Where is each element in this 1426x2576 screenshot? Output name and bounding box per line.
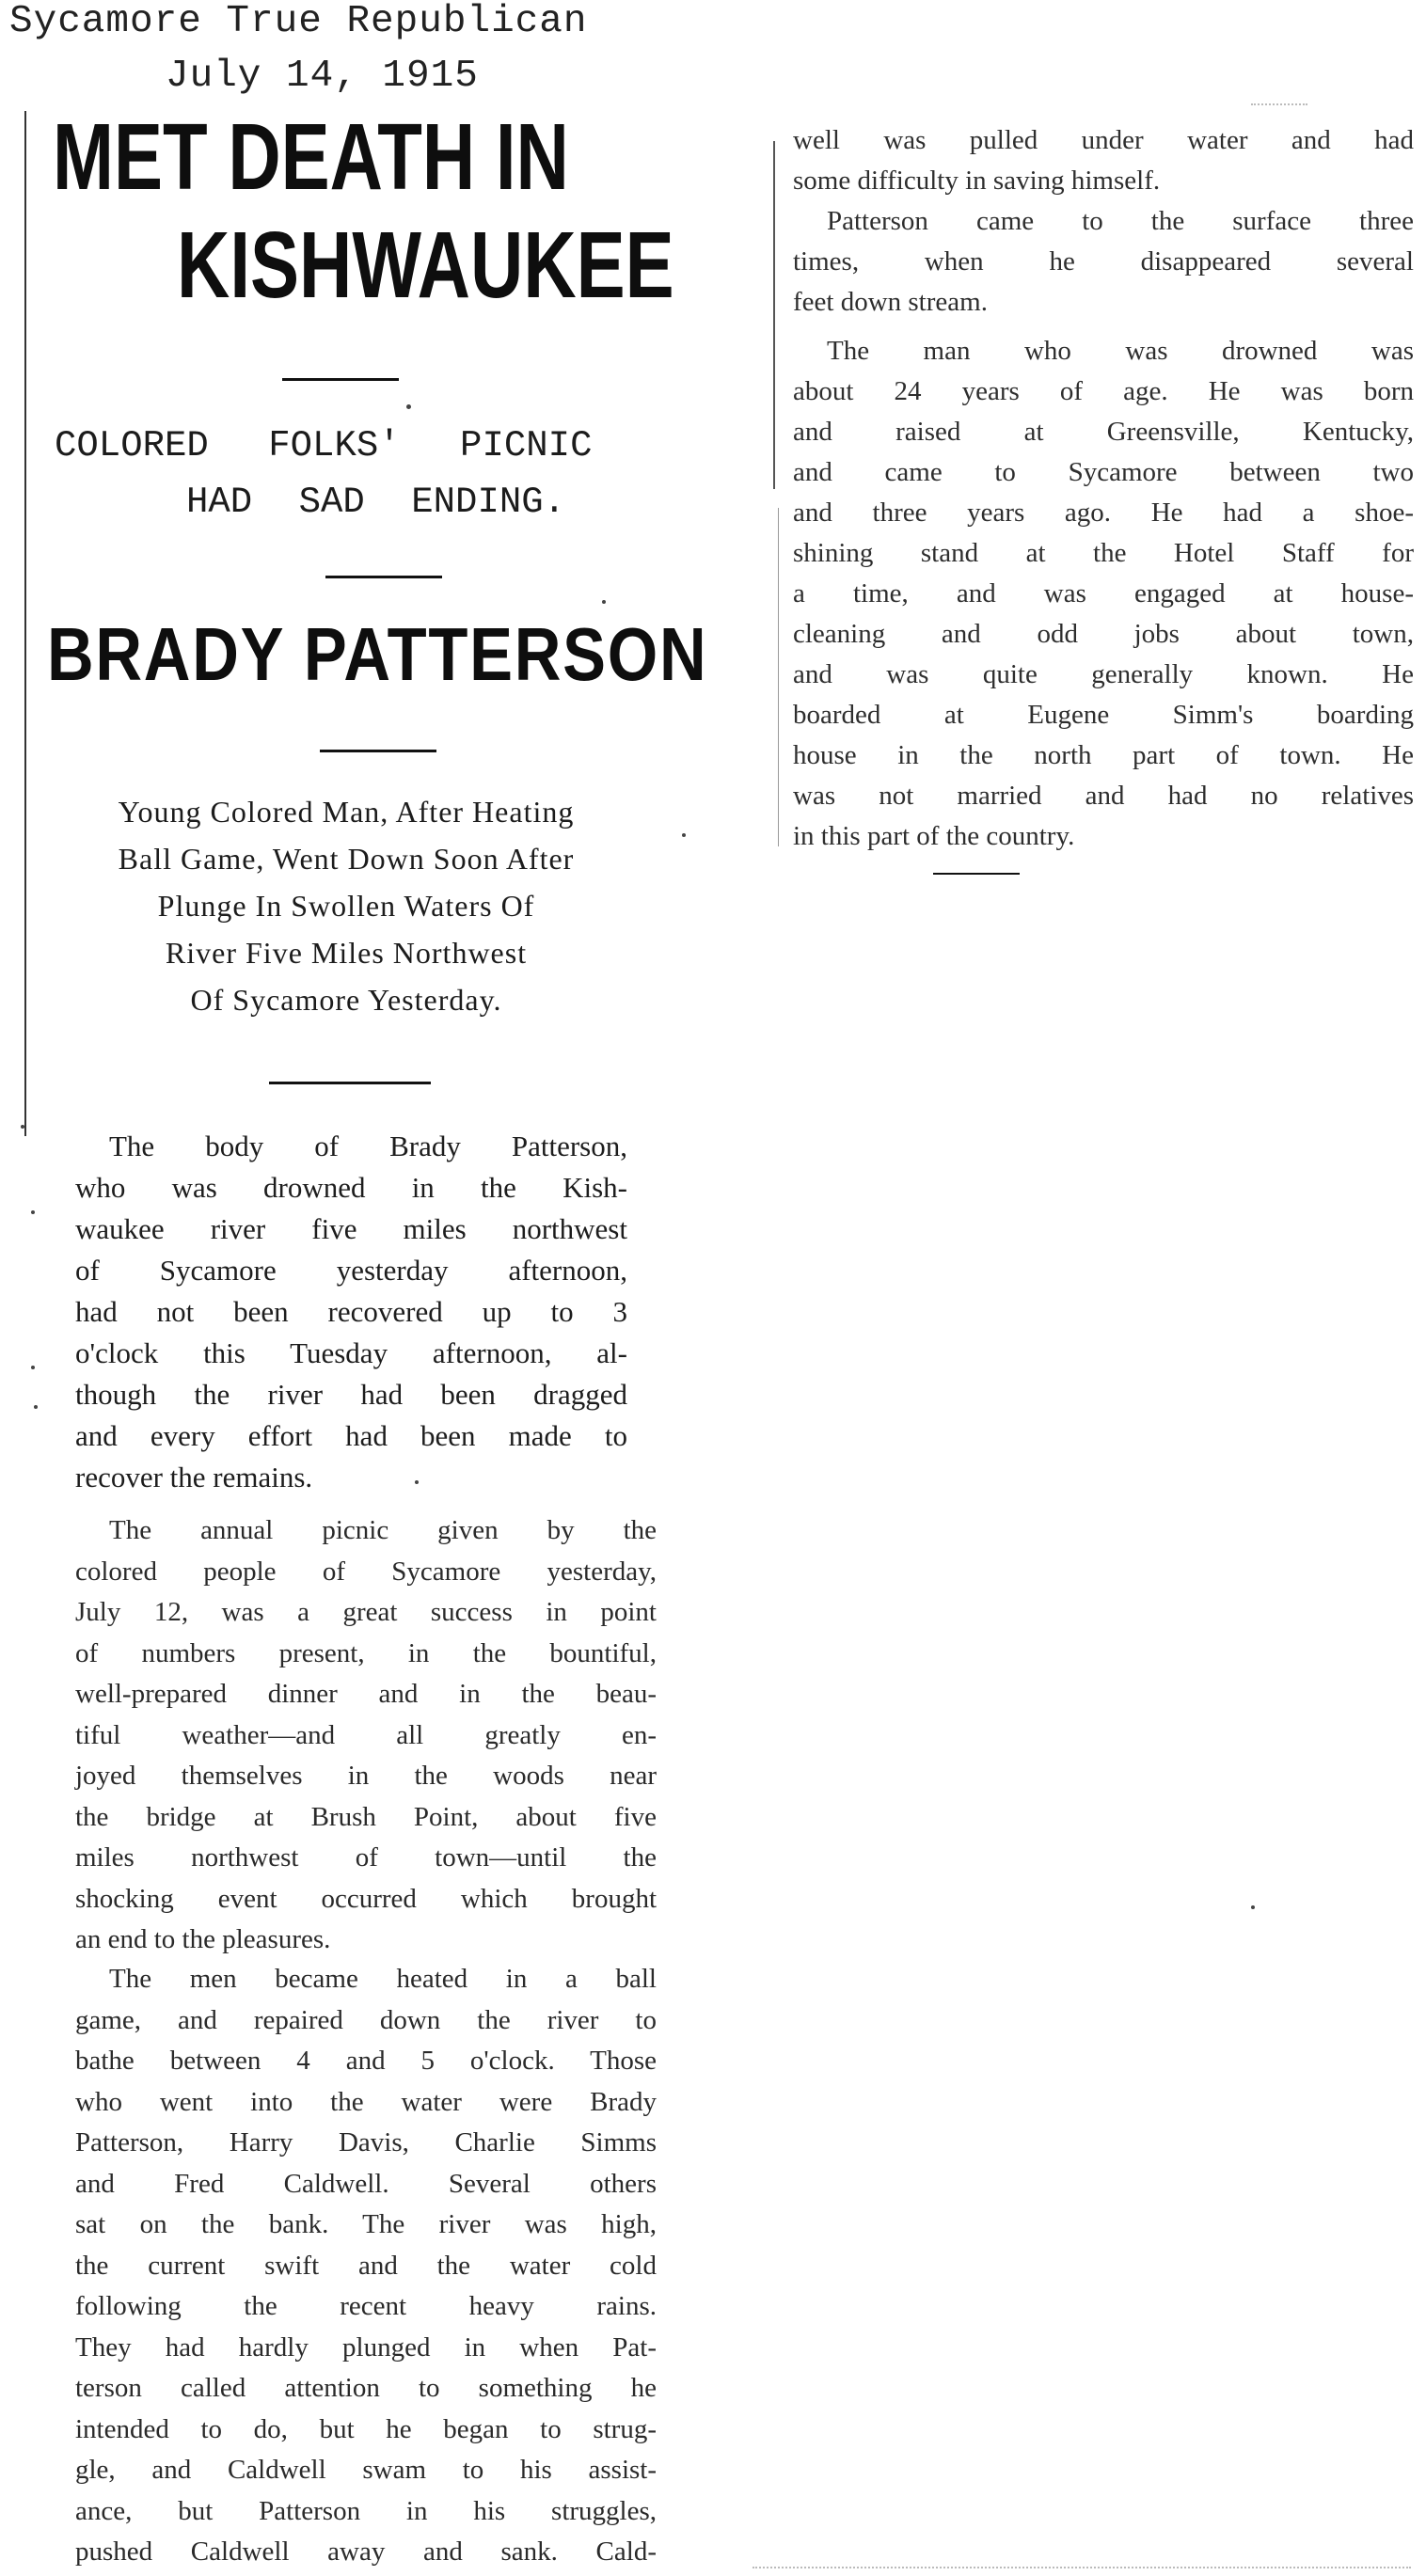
text-line: bathe between 4 and 5 o'clock. Those: [75, 2046, 657, 2076]
deck-divider: [269, 1082, 431, 1084]
text-line: well was pulled under water and had: [793, 125, 1414, 155]
headline-line-2: KISHWAUKEE: [177, 213, 674, 318]
text-line: Patterson, Harry Davis, Charlie Simms: [75, 2127, 657, 2157]
text-line: miles northwest of town—until the: [75, 1842, 657, 1873]
body-paragraph-4: [793, 120, 1414, 201]
text-line: and was quite generally known. He: [793, 659, 1414, 689]
deck: [17, 788, 675, 1023]
text-line: cleaning and odd jobs about town,: [793, 619, 1414, 649]
scan-speck: [34, 1405, 38, 1409]
text-line: and raised at Greensville, Kentucky,: [793, 417, 1414, 447]
text-line: in this part of the country.: [793, 821, 1075, 851]
body-paragraph-6: [793, 331, 1414, 857]
scan-speck: [682, 833, 686, 837]
text-line: intended to do, but he began to strug-: [75, 2413, 657, 2444]
text-line: who was drowned in the Kish-: [75, 1171, 627, 1204]
body-paragraph-2: [75, 1510, 657, 1961]
text-line: gle, and Caldwell swam to his assist-: [75, 2455, 657, 2485]
text-line: Patterson came to the surface three: [827, 206, 1414, 236]
text-line: house in the north part of town. He: [793, 740, 1414, 770]
text-line: times, when he disappeared several: [793, 246, 1414, 277]
text-line: July 12, was a great success in point: [75, 1597, 657, 1627]
text-line: well-prepared dinner and in the beau-: [75, 1679, 657, 1709]
text-line: the current swift and the water cold: [75, 2250, 657, 2281]
name-divider: [320, 750, 436, 752]
text-line: recover the remains.: [75, 1461, 313, 1493]
text-line: They had hardly plunged in when Pat-: [75, 2331, 657, 2363]
scan-speck: [406, 404, 411, 409]
scan-speck: [602, 600, 606, 604]
subdeck-divider: [325, 576, 442, 578]
body-paragraph-5: [793, 201, 1414, 323]
deck-line: Young Colored Man, After Heating: [118, 795, 575, 829]
scan-speck: [31, 1366, 35, 1369]
headline-line-1: MET DEATH IN: [53, 104, 569, 210]
headline-divider: [282, 378, 399, 381]
scan-edge: [1251, 103, 1307, 105]
text-line: o'clock this Tuesday afternoon, al-: [75, 1336, 627, 1369]
text-line: waukee river five miles northwest: [75, 1212, 627, 1245]
body-paragraph-3: [75, 1959, 657, 2573]
text-line: was not married and had no relatives: [793, 781, 1414, 811]
deck-line: Of Sycamore Yesterday.: [190, 983, 502, 1017]
text-line: an end to the pleasures.: [75, 1924, 331, 1954]
subdeck-line-2: HAD SAD ENDING.: [186, 482, 566, 523]
text-line: feet down stream.: [793, 287, 988, 317]
text-line: ance, but Patterson in his struggles,: [75, 2495, 657, 2526]
text-line: The body of Brady Patterson,: [109, 1130, 627, 1162]
text-line: some difficulty in saving himself.: [793, 166, 1161, 196]
scan-speck: [1251, 1905, 1255, 1909]
text-line: about 24 years of age. He was born: [793, 376, 1414, 406]
text-line: a time, and was engaged at house-: [793, 578, 1414, 608]
scan-speck: [415, 1480, 419, 1484]
text-line: sat on the bank. The river was high,: [75, 2209, 657, 2239]
text-line: of Sycamore yesterday afternoon,: [75, 1254, 627, 1287]
text-line: shocking event occurred which brought: [75, 1883, 657, 1914]
publication-date: July 14, 1915: [166, 55, 479, 98]
text-line: The man who was drowned was: [827, 336, 1414, 366]
text-line: tiful weather—and all greatly en-: [75, 1719, 657, 1750]
column-divider-rule: [773, 141, 775, 489]
text-line: and every effort had been made to: [75, 1419, 627, 1452]
text-line: following the recent heavy rains.: [75, 2291, 657, 2321]
deck-line: River Five Miles Northwest: [165, 936, 528, 970]
body-paragraph-1: [75, 1126, 627, 1498]
text-line: boarded at Eugene Simm's boarding: [793, 700, 1414, 730]
subdeck-line-1: COLORED FOLKS' PICNIC: [55, 425, 593, 466]
deck-line: Ball Game, Went Down Soon After: [118, 842, 575, 876]
text-line: joyed themselves in the woods near: [75, 1761, 657, 1791]
text-line: and Fred Caldwell. Several others: [75, 2168, 657, 2199]
text-line: though the river had been dragged: [75, 1378, 627, 1411]
text-line: The annual picnic given by the: [109, 1515, 657, 1545]
scan-edge: [753, 2567, 1411, 2568]
deck-line: Plunge In Swollen Waters Of: [157, 889, 535, 923]
text-line: who went into the water were Brady: [75, 2086, 657, 2117]
newspaper-name: Sycamore True Republican: [9, 0, 588, 43]
end-divider: [933, 873, 1020, 875]
text-line: of numbers present, in the bountiful,: [75, 1637, 657, 1668]
text-line: terson called attention to something he: [75, 2373, 657, 2403]
text-line: colored people of Sycamore yesterday,: [75, 1556, 657, 1587]
text-line: and came to Sycamore between two: [793, 457, 1414, 487]
scan-speck: [21, 1125, 24, 1129]
name-headline: BRADY PATTERSON: [47, 612, 708, 696]
text-line: pushed Caldwell away and sank. Cald-: [75, 2536, 657, 2567]
text-line: game, and repaired down the river to: [75, 2004, 657, 2035]
text-line: and three years ago. He had a shoe-: [793, 498, 1414, 528]
scan-speck: [31, 1210, 35, 1214]
column-divider-rule-lower: [778, 508, 779, 846]
text-line: the bridge at Brush Point, about five: [75, 1801, 657, 1832]
text-line: shining stand at the Hotel Staff for: [793, 538, 1414, 568]
text-line: had not been recovered up to 3: [75, 1295, 627, 1328]
text-line: The men became heated in a ball: [109, 1964, 657, 1994]
